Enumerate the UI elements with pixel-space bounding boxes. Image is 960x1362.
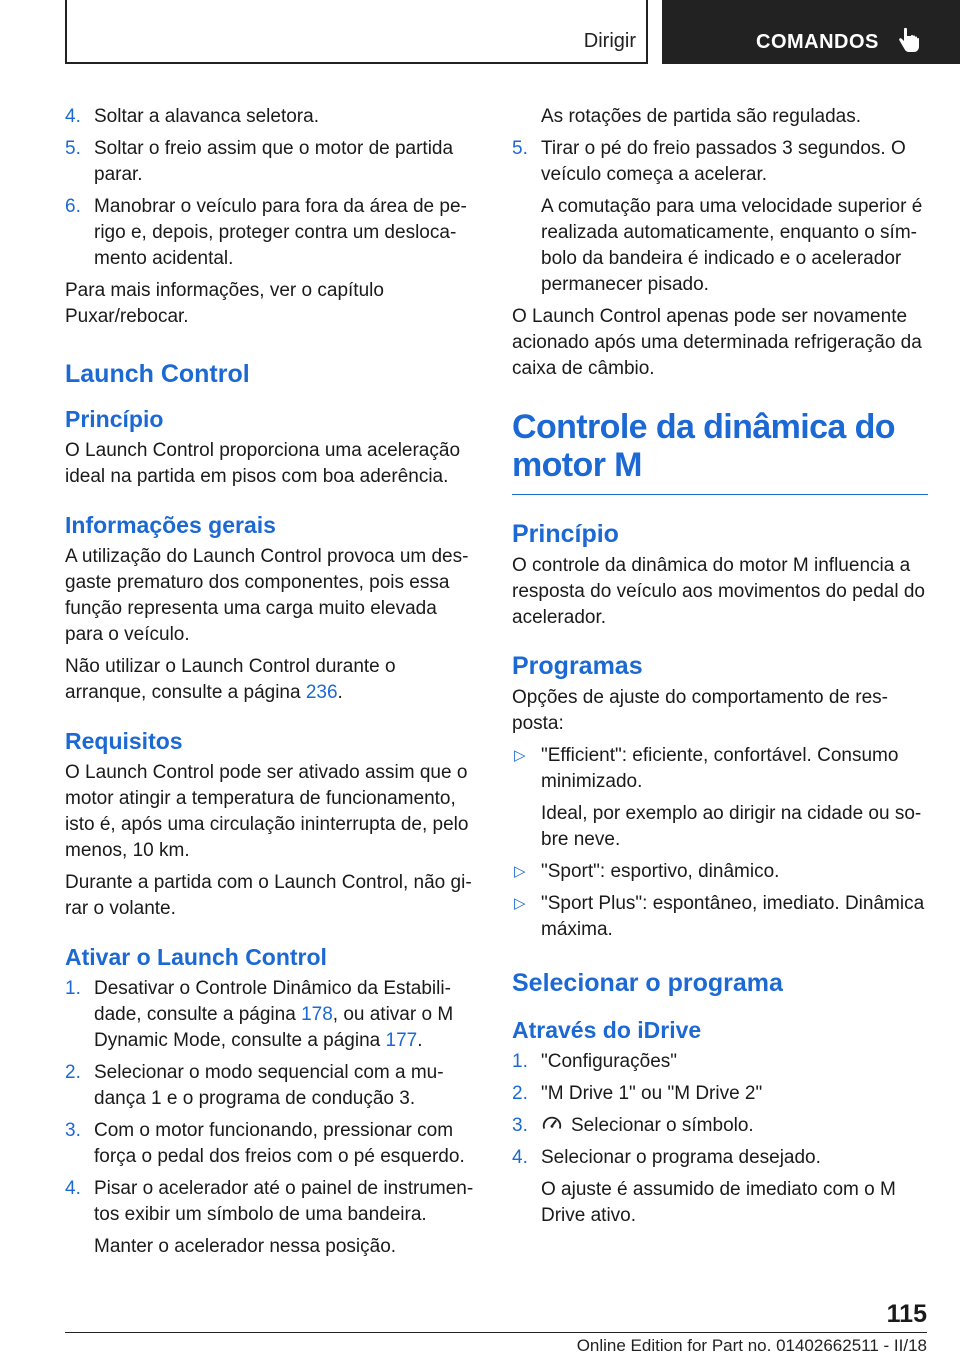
bullet-text: "Sport": esportivo, dinâmico.	[541, 861, 780, 882]
step-number: 4.	[65, 1178, 81, 1199]
info-heading: Informações gerais	[65, 512, 276, 538]
step-text: Pisar o acelerador até o painel de instrumentos exibir um símbolo de uma bandeira.	[94, 1178, 474, 1225]
step-text: Manobrar o veículo para fora da área de perigo e, depois, proteger contra um deslocamento acidental.	[94, 196, 467, 269]
chapter-tab	[662, 0, 960, 64]
principio-text: O controle da dinâmica do motor M influencia a resposta do veículo aos movimentos do pedal do acelerador.	[512, 555, 925, 628]
step-text: , ou ativar o M Dynamic Mode, consulte a página	[94, 1004, 454, 1051]
step-text: Selecionar o programa desejado.	[541, 1147, 821, 1168]
info-text-2-body: Não utilizar o Launch Control durante o arranque, consulte a página	[65, 656, 396, 703]
requisitos-text-2: Durante a partida com o Launch Control, não girar o volante.	[65, 872, 472, 919]
step-text: Soltar a alavanca seletora.	[94, 106, 319, 127]
step-text: Tirar o pé do freio passados 3 segundos. O veículo começa a acelerar.	[541, 138, 906, 185]
info-text: A utilização do Launch Control provoca um desgaste prematuro dos componentes, pois essa função representa uma carga muito elevada para o veículo.	[65, 546, 469, 645]
list-item	[512, 136, 928, 188]
list-item	[65, 136, 480, 188]
step-number: 2.	[65, 1062, 81, 1083]
triangle-bullet-icon: ▷	[514, 895, 526, 912]
principio-heading: Princípio	[65, 406, 164, 432]
triangle-bullet-icon: ▷	[514, 863, 526, 880]
edition-text: Online Edition for Part no. 01402662511 - II/18	[576, 1336, 927, 1355]
list-item	[65, 194, 480, 272]
activate-heading: Ativar o Launch Control	[65, 944, 327, 970]
bullet-subtext: Ideal, por exemplo ao dirigir na cidade ou sobre neve.	[541, 803, 922, 850]
step-number: 4.	[512, 1147, 528, 1168]
programas-text: Opções de ajuste do comportamento de resposta:	[512, 687, 888, 734]
list-item	[512, 859, 928, 885]
list-item	[65, 1118, 480, 1170]
list-item	[65, 1176, 480, 1228]
step-number: 1.	[65, 978, 81, 999]
select-program-heading: Selecionar o programa	[512, 969, 783, 997]
requisitos-heading: Requisitos	[65, 728, 183, 754]
step-subtext: As rotações de partida são reguladas.	[541, 106, 862, 127]
header-frame	[65, 0, 648, 64]
requisitos-text: O Launch Control pode ser ativado assim que o motor atingir a temperatura de funcionamento, isto é, após uma circulação ininterrupta de, pelo menos, 10 km.	[65, 762, 469, 861]
step-subtext: A comutação para uma velocidade superior é realizada automaticamente, enquanto o símbolo da bandeira é indicado e o acelerador permanecer pisado.	[541, 196, 923, 295]
step-text: Desativar o Controle Dinâmico da Estabilidade, consulte a página	[94, 978, 451, 1025]
step-subtext: O ajuste é assumido de imediato com o M Drive ativo.	[541, 1179, 896, 1226]
info-text-2-end: .	[337, 682, 343, 703]
step-text: Com o motor funcionando, pressionar com força o pedal dos freios com o pé esquerdo.	[94, 1120, 465, 1167]
step-number: 5.	[65, 138, 81, 159]
m-drive-dial-icon	[541, 1113, 563, 1135]
main-heading: Controle da dinâmica do motor M	[512, 408, 928, 495]
step-text: .	[417, 1030, 423, 1051]
page-link-236[interactable]: 236	[305, 682, 338, 703]
page-number: 115	[886, 1300, 927, 1328]
bullet-text: "Sport Plus": espontâneo, imediato. Dinâmica máxima.	[541, 893, 925, 940]
step-text: Selecionar o símbolo.	[571, 1115, 754, 1136]
more-info-text: Para mais informações, ver o capítulo Puxar/rebocar.	[65, 280, 384, 327]
step-number: 3.	[512, 1115, 528, 1136]
step-text: "Configurações"	[541, 1051, 678, 1072]
step-number: 1.	[512, 1051, 528, 1072]
step-text: "M Drive 1" ou "M Drive 2"	[541, 1083, 763, 1104]
launch-control-heading: Launch Control	[65, 360, 250, 388]
principio-text: O Launch Control proporciona uma aceleração ideal na partida em pisos com boa aderência.	[65, 440, 461, 487]
list-item	[512, 1081, 928, 1107]
list-item	[65, 976, 480, 1054]
step-text: Soltar o freio assim que o motor de partida parar.	[94, 138, 454, 185]
list-item	[65, 104, 480, 130]
step-number: 5.	[512, 138, 528, 159]
step-number: 2.	[512, 1083, 528, 1104]
list-item	[512, 1049, 928, 1075]
programas-heading: Programas	[512, 652, 643, 680]
step-text: Selecionar o modo sequencial com a mudança 1 e o programa de condução 3.	[94, 1062, 444, 1109]
idrive-heading: Através do iDrive	[512, 1017, 702, 1043]
info-text-2	[65, 654, 480, 706]
list-item	[512, 1145, 928, 1171]
step-number: 4.	[65, 106, 81, 127]
chapter-label: COMANDOS	[756, 31, 879, 53]
page-link-178[interactable]: 178	[301, 1004, 333, 1025]
repeat-text: O Launch Control apenas pode ser novamente acionado após uma determinada refrigeração da caixa de câmbio.	[512, 306, 922, 379]
list-item	[512, 891, 928, 943]
list-item	[65, 1060, 480, 1112]
step-subtext: Manter o acelerador nessa posição.	[94, 1236, 397, 1257]
section-name: Dirigir	[583, 30, 636, 52]
bullet-text: "Efficient": eficiente, confortável. Consumo minimizado.	[541, 745, 899, 792]
step-number: 3.	[65, 1120, 81, 1141]
step-number: 6.	[65, 196, 81, 217]
triangle-bullet-icon: ▷	[514, 747, 526, 764]
footer-divider	[65, 1332, 927, 1333]
left-column	[65, 104, 480, 1266]
list-item	[512, 1113, 928, 1139]
right-column	[512, 104, 928, 1235]
list-item	[512, 743, 928, 795]
hand-pointer-icon	[896, 26, 922, 54]
page-link-177[interactable]: 177	[385, 1030, 418, 1051]
principio-heading: Princípio	[512, 520, 619, 548]
